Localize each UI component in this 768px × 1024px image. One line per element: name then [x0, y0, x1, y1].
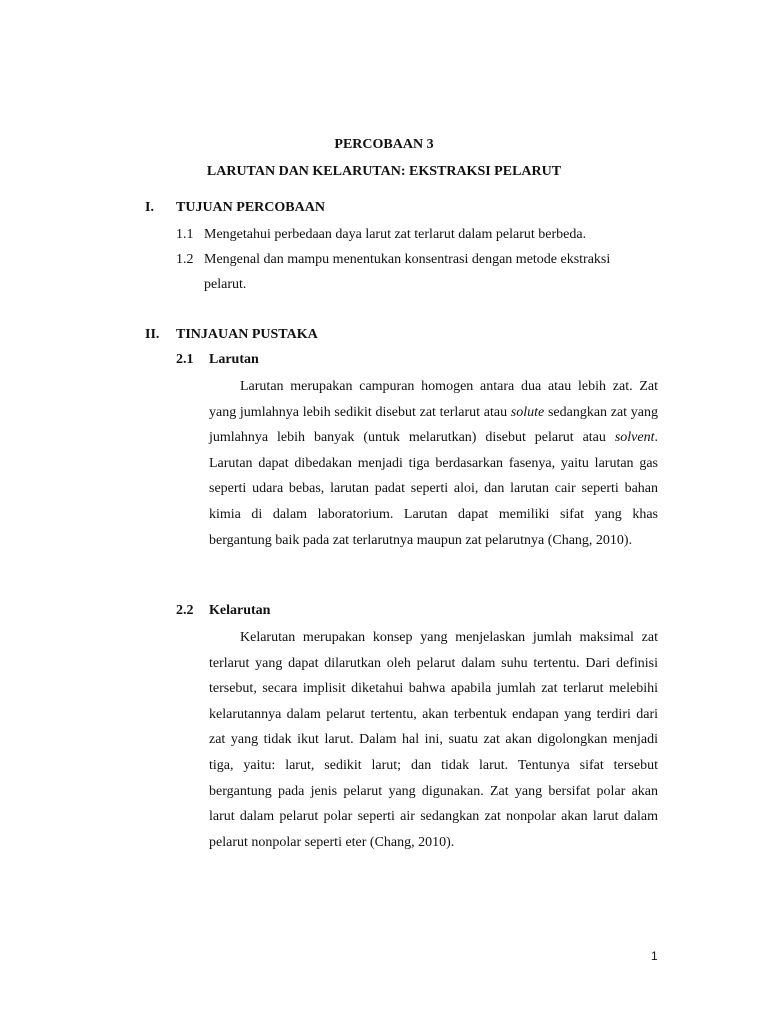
document-subtitle: LARUTAN DAN KELARUTAN: EKSTRAKSI PELARUT	[206, 164, 562, 179]
larutan-text-3: . Larutan dapat dibedakan menjadi tiga berdasarkan fasenya, yaitu larutan gas seperti udara bebas, larutan padat seperti aloi, dan larutan cair seperti bahan kimia di dalam laboratorium. Larutan dapat memiliki sifat yang khas bergantung baik pada zat terlarutnya maupun zat pelarutnya (Chang, 2010).	[209, 430, 658, 548]
larutan-text-1: Larutan merupakan campuran homogen antara dua atau lebih zat. Zat yang jumlahnya lebih sedikit disebut zat terlarut atau	[209, 379, 658, 420]
objective-2-number: 1.2	[176, 252, 194, 267]
section-1-number: I.	[145, 200, 154, 215]
subsection-2-1-number: 2.1	[176, 352, 194, 367]
document-title: PERCOBAAN 3	[334, 137, 434, 152]
subsection-2-2-title: Kelarutan	[209, 603, 271, 618]
subsection-2-1-title: Larutan	[209, 352, 259, 367]
larutan-text-2: sedangkan zat yang jumlahnya lebih banyak (untuk melarutkan) disebut pelarut atau	[209, 404, 658, 446]
objective-1-text: Mengetahui perbedaan daya larut zat terlarut dalam pelarut berbeda.	[204, 227, 587, 242]
objective-2-continuation: pelarut.	[204, 277, 247, 292]
subsection-2-2-number: 2.2	[176, 603, 194, 618]
larutan-paragraph	[209, 374, 658, 553]
kelarutan-text: Kelarutan merupakan konsep yang menjelaskan jumlah maksimal zat terlarut yang dapat dilarutkan oleh pelarut dalam suhu tertentu. Dari definisi tersebut, secara implisit diketahui bahwa apabila jumlah zat terlarut melebihi kelarutannya dalam pelarut tertentu, akan terbentuk endapan yang terdiri dari zat yang tidak ikut larut. Dalam hal ini, suatu zat akan digolongkan menjadi tiga, yaitu: larut, sedikit larut; dan tidak larut. Tentunya sifat tersebut bergantung pada jenis pelarut yang digunakan. Zat yang bersifat polar akan larut dalam pelarut polar seperti air sedangkan zat nonpolar akan larut dalam pelarut nonpolar seperti eter (Chang, 2010).	[209, 630, 658, 850]
term-solvent: solvent	[614, 430, 655, 446]
term-solute: solute	[510, 404, 545, 420]
section-2-number: II.	[145, 327, 160, 342]
section-1-title: TUJUAN PERCOBAAN	[176, 200, 325, 215]
objective-1-number: 1.1	[176, 227, 194, 242]
kelarutan-paragraph	[209, 625, 658, 855]
section-2-title: TINJAUAN PUSTAKA	[176, 327, 318, 342]
objective-2-text: Mengenal dan mampu menentukan konsentrasi dengan metode ekstraksi	[204, 252, 611, 267]
page-number: 1	[651, 949, 658, 963]
